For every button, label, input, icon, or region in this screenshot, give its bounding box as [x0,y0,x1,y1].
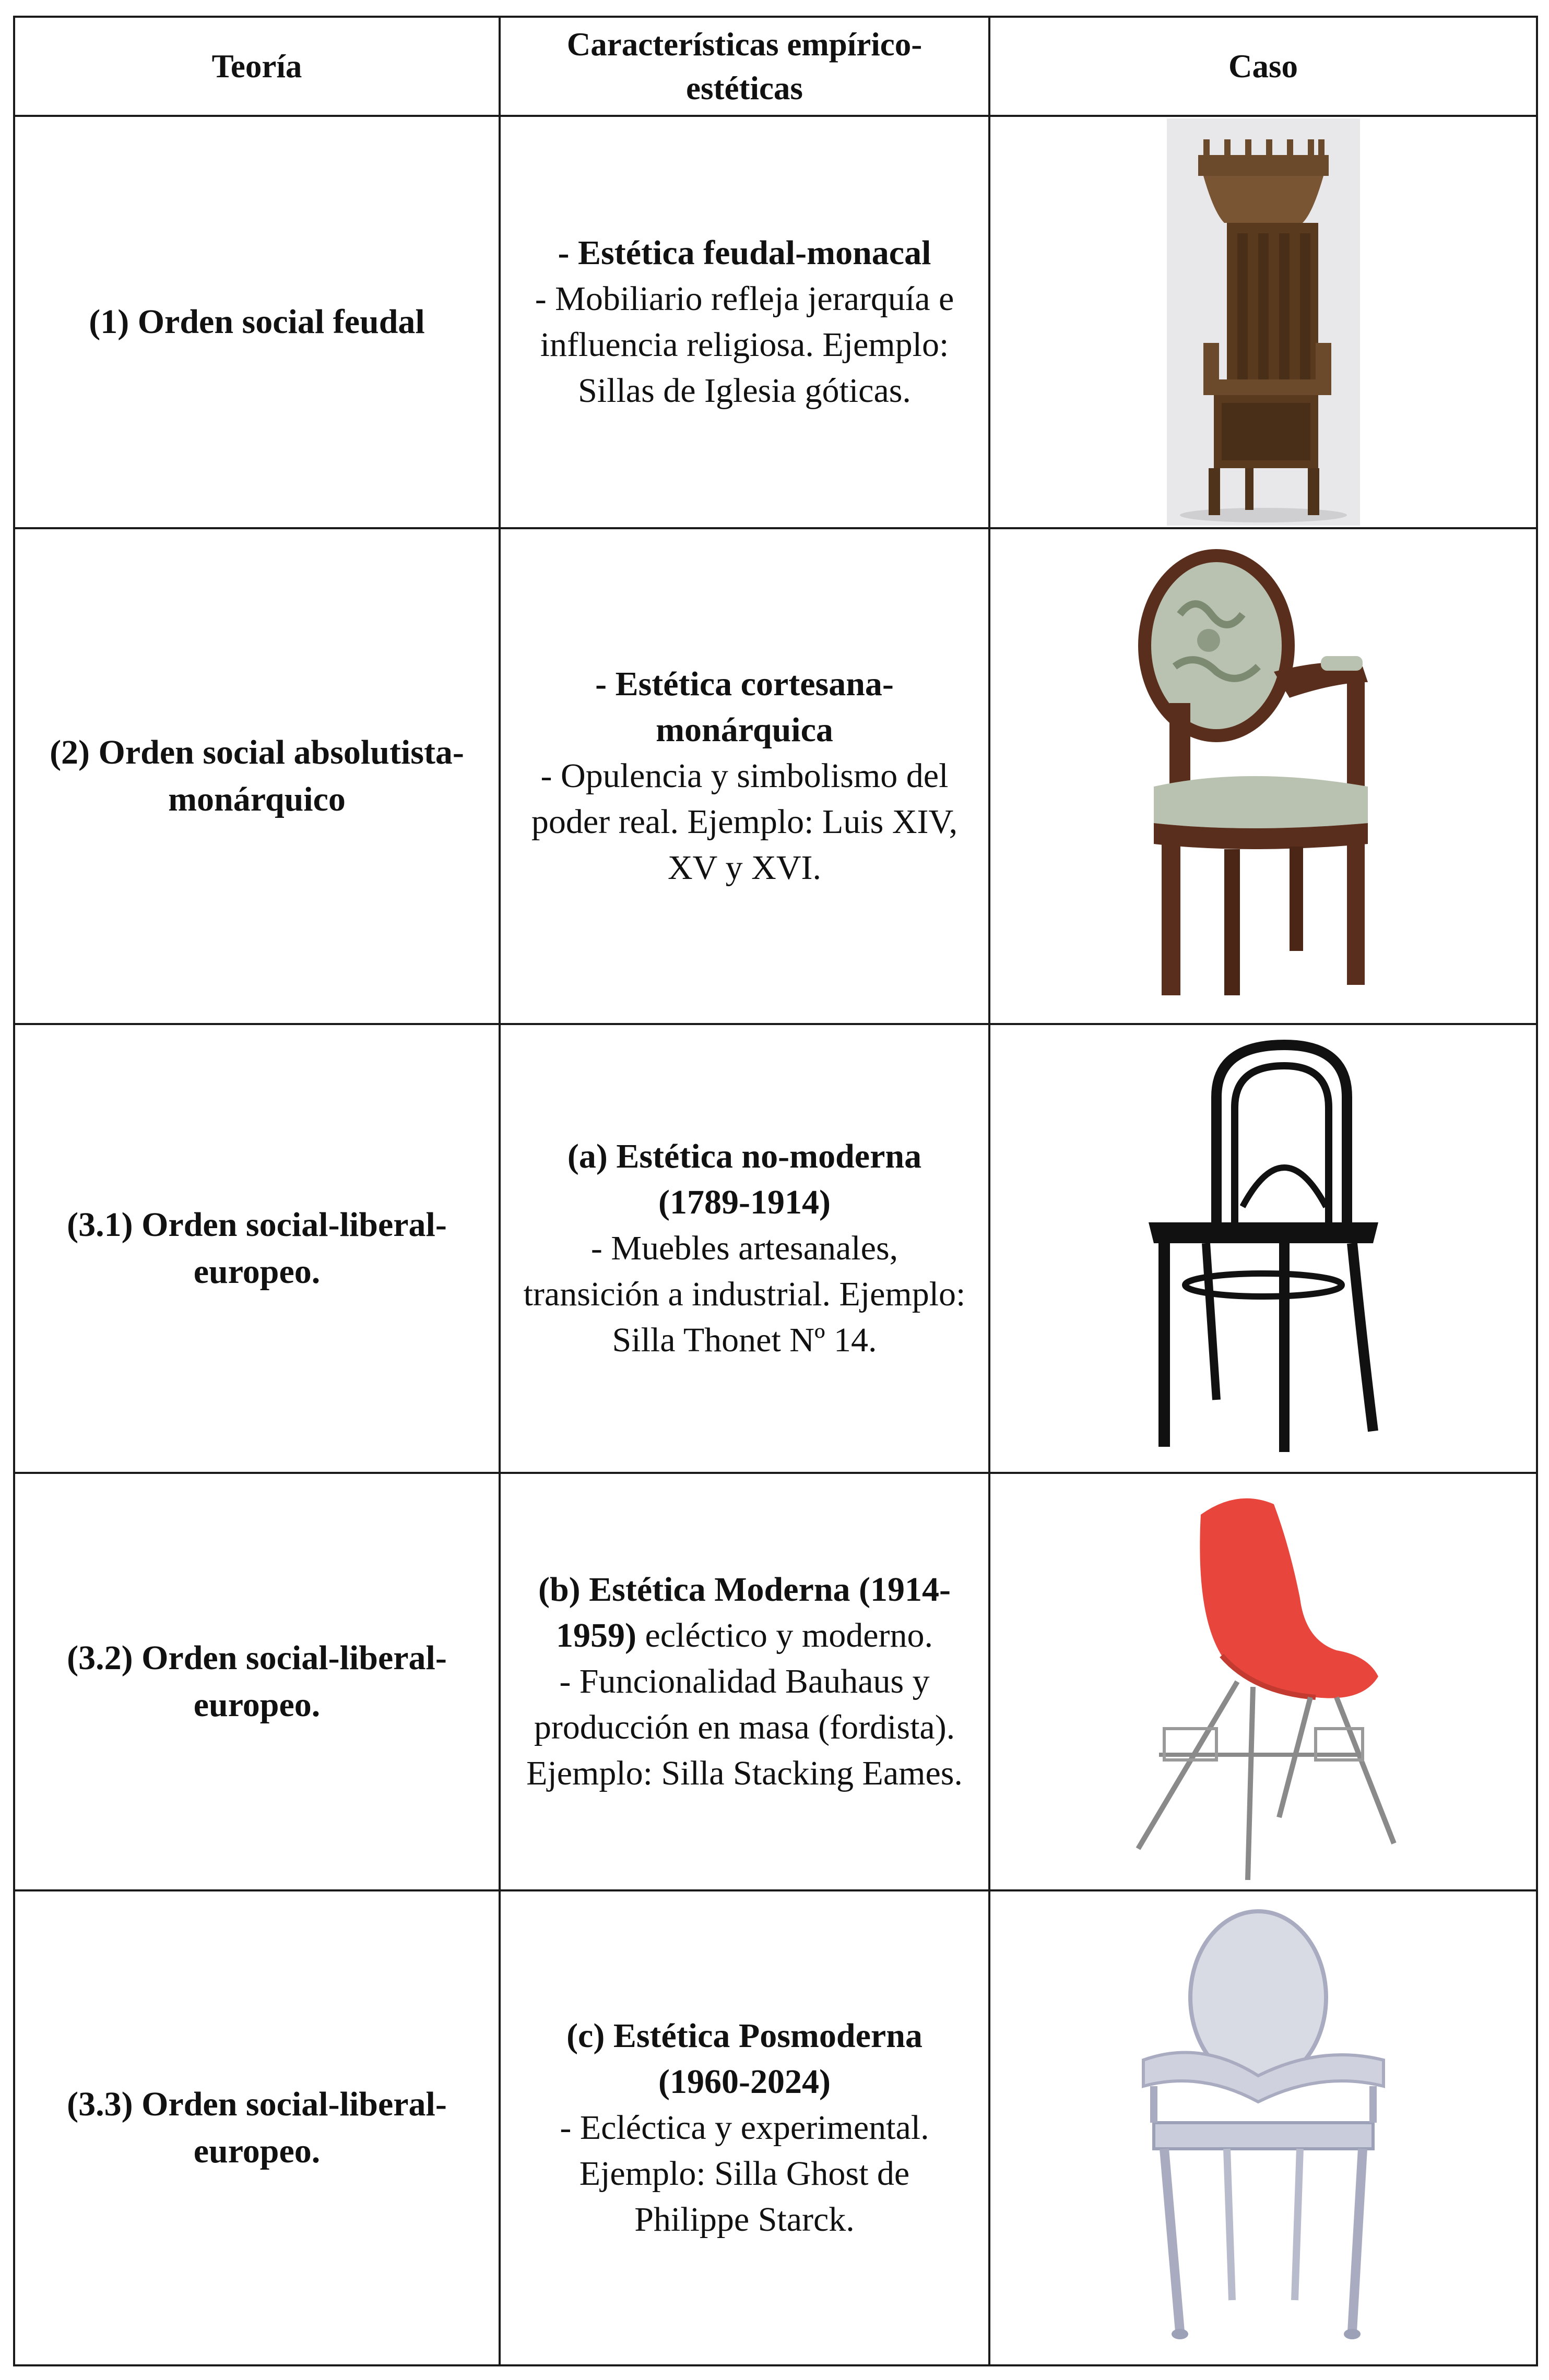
caracteristicas-cell [500,116,989,528]
estetica-title: (a) Estética no-moderna (1789-1914) [567,1137,922,1221]
header-teoria: Teoría [14,17,500,116]
table-row [14,528,1537,1024]
teoria-cell: (1) Orden social feudal [14,116,500,528]
caso-cell [989,116,1537,528]
estetica-title: (b) Estética Moderna (1914-1959) [538,1570,951,1655]
caracteristicas-cell [500,528,989,1024]
caso-cell [989,1890,1537,2365]
caso-cell [989,1473,1537,1890]
header-row [14,17,1537,116]
eames-stacking-chair-image [1117,1483,1410,1880]
estetica-description: - Mobiliario refleja jerarquía e influencia religiosa. Ejemplo: Sillas de Iglesia góticas. [535,280,954,410]
caso-cell [989,528,1537,1024]
teoria-cell: (3.2) Orden social-liberal-europeo. [14,1473,500,1890]
estetica-extra: ecléctico y moderno. [636,1616,933,1655]
table-row [14,116,1537,528]
estetica-title: (c) Estética Posmoderna (1960-2024) [566,2017,923,2101]
thonet-chair-image [1128,1034,1399,1462]
estetica-description: - Ecléctica y experimental. Ejemplo: Silla Ghost de Philippe Starck. [560,2109,929,2239]
header-caracteristicas: Características empírico-estéticas [500,17,989,116]
ghost-chair-image [1122,1903,1404,2352]
louis-xvi-armchair-image [1117,541,1410,1011]
theory-table [13,16,1538,2366]
caracteristicas-cell [500,1473,989,1890]
teoria-cell: (3.3) Orden social-liberal-europeo. [14,1890,500,2365]
table-row [14,1024,1537,1473]
caracteristicas-cell [500,1890,989,2365]
estetica-title: - Estética feudal-monacal [558,234,931,272]
gothic-church-chair-image [1167,118,1360,526]
estetica-description: - Opulencia y simbolismo del poder real. Ejemplo: Luis XIV, XV y XVI. [531,757,958,887]
caracteristicas-cell [500,1024,989,1473]
estetica-description: - Funcionalidad Bauhaus y producción en masa (fordista). Ejemplo: Silla Stacking Eames. [526,1662,963,1792]
estetica-title: - Estética cortesana-monárquica [595,665,894,749]
table-row [14,1890,1537,2365]
table-row [14,1473,1537,1890]
header-caso: Caso [989,17,1537,116]
caso-cell [989,1024,1537,1473]
estetica-description: - Muebles artesanales, transición a industrial. Ejemplo: Silla Thonet Nº 14. [523,1229,966,1359]
teoria-cell: (2) Orden social absolutista-monárquico [14,528,500,1024]
teoria-cell: (3.1) Orden social-liberal-europeo. [14,1024,500,1473]
